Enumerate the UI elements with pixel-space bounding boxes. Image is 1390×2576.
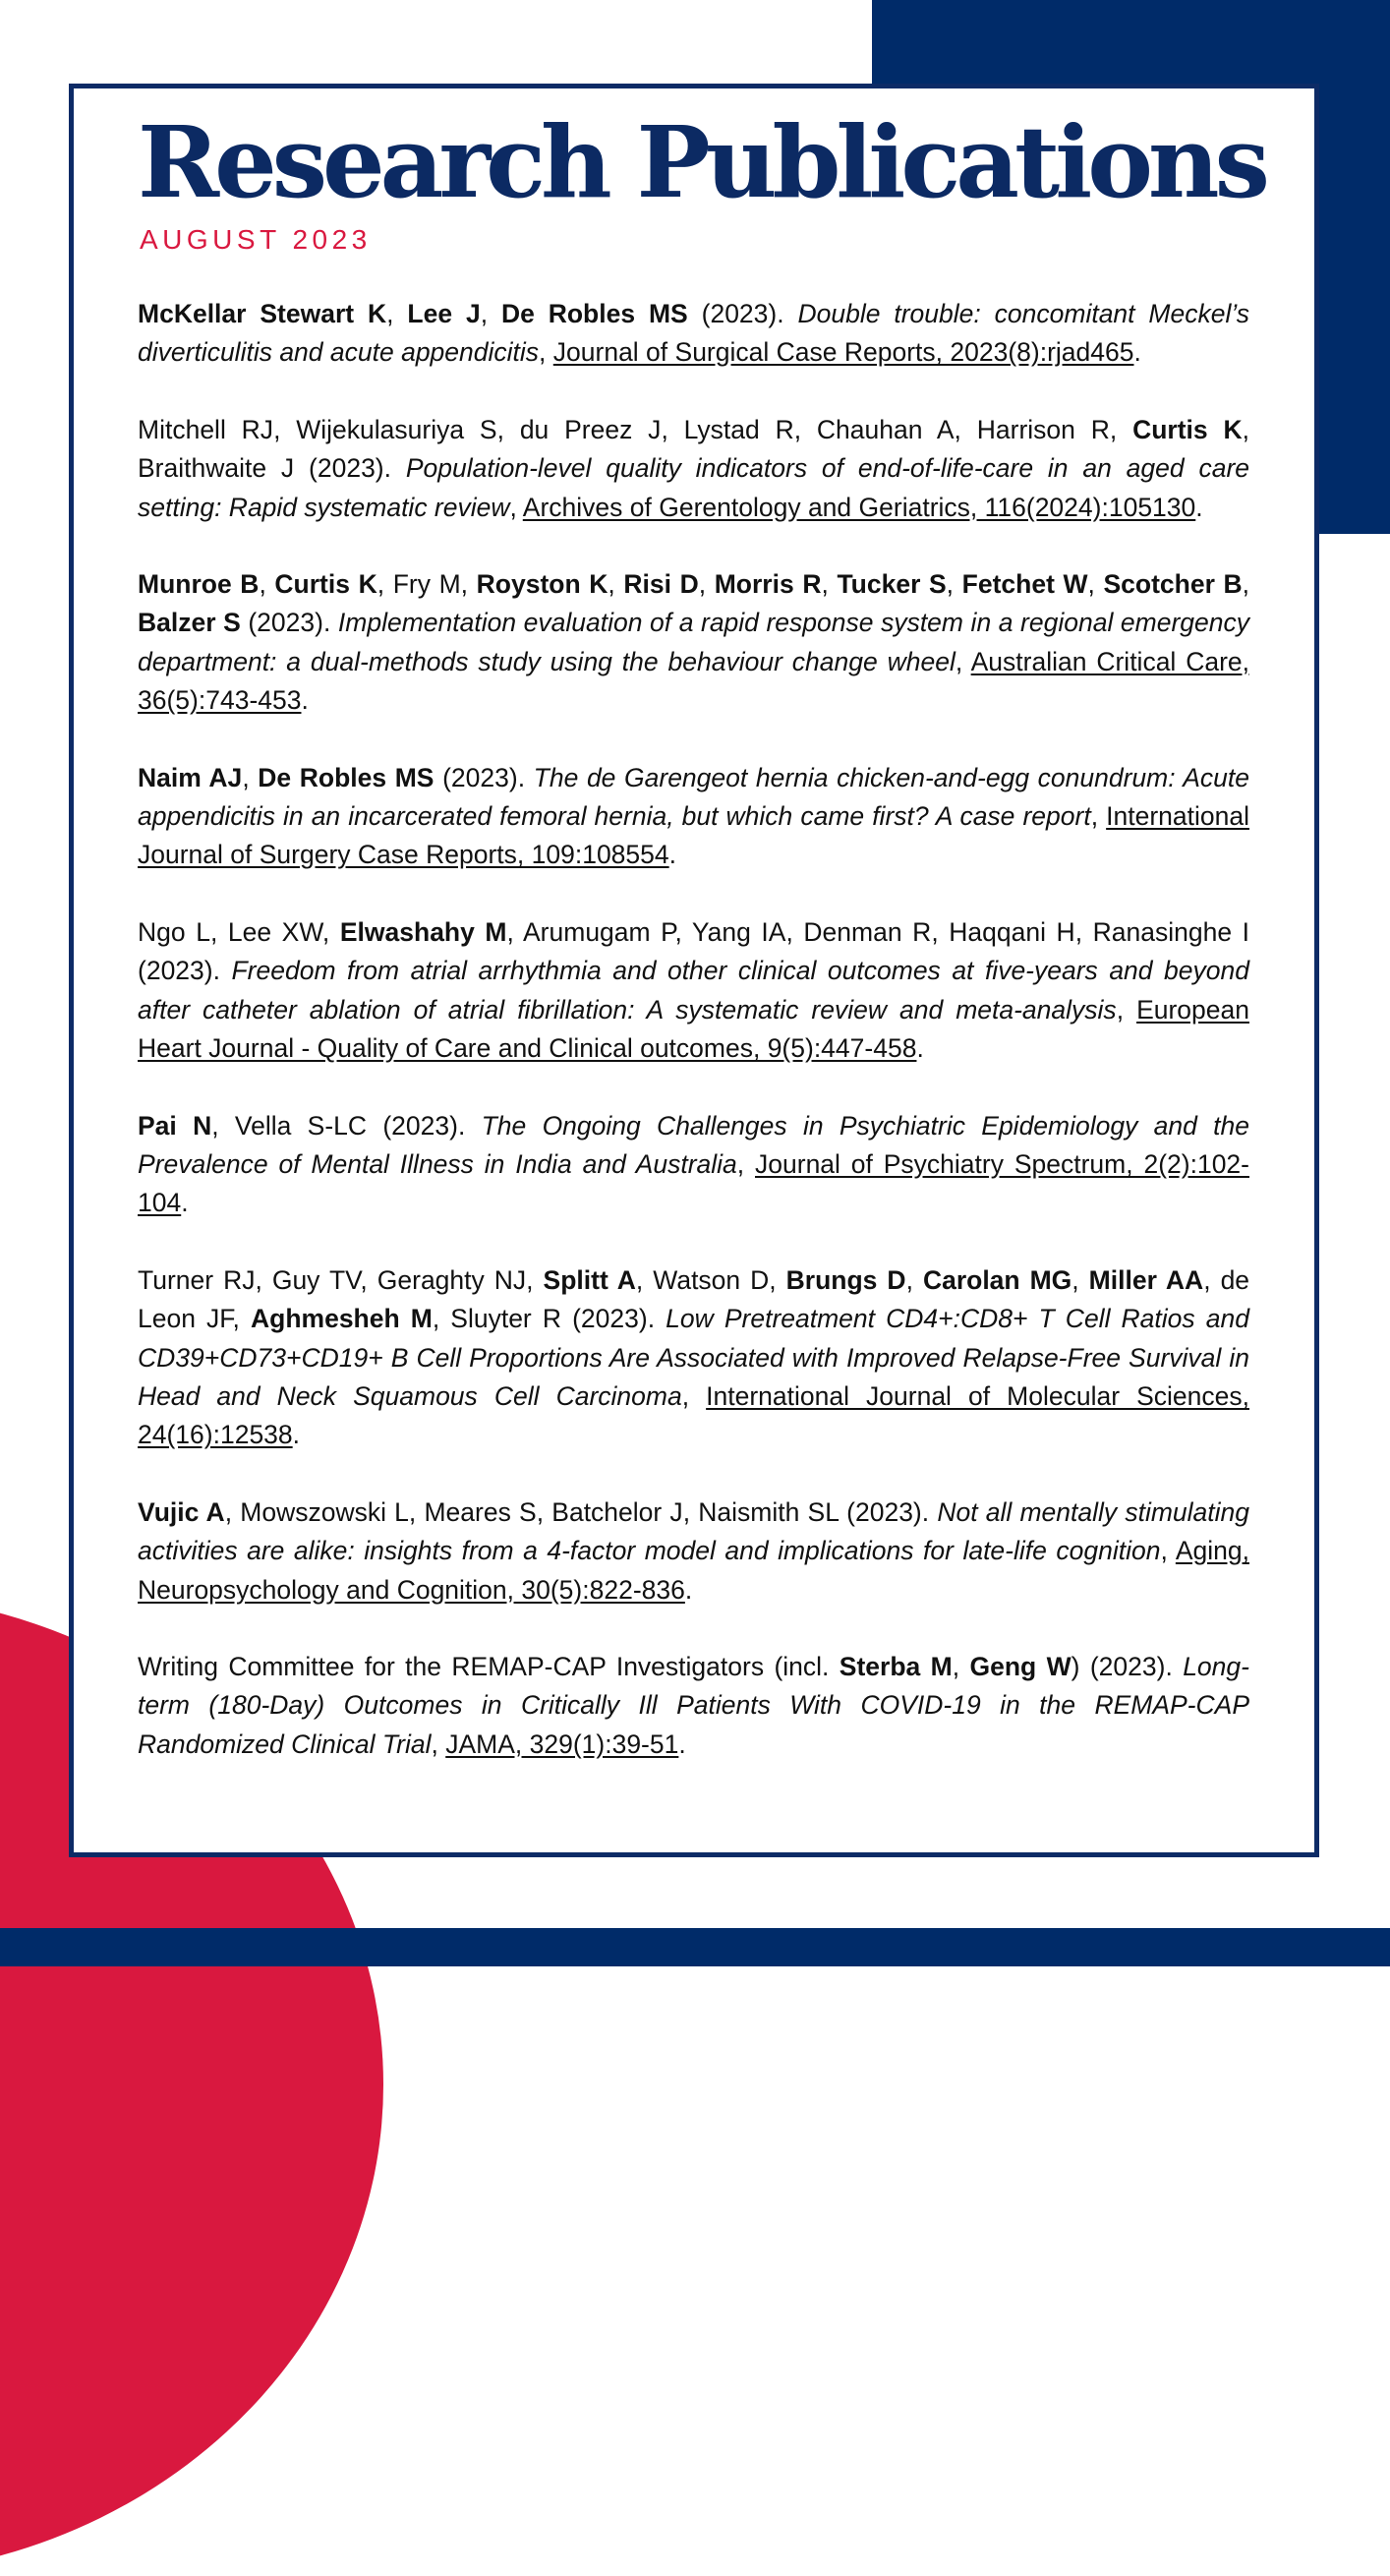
publication-source-link[interactable]: Aging, Neuropsychology and Cognition, 30(5):822-836 [138, 1536, 1249, 1605]
publication-source-link[interactable]: Australian Critical Care, 36(5):743-453 [138, 646, 1249, 716]
publication-author: Curtis K [274, 569, 377, 600]
publication-author: Ngo L [138, 916, 210, 947]
publication-entry: Vujic A, Mowszowski L, Meares S, Batchelor J, Naismith SL (2023). Not all mentally stimulating activities are alike: insights from a 4-factor model and implications for late-life cognition, Aging, Neuropsychology and Cognition, 30(5):822-836. [138, 1496, 1249, 1605]
publication-author: Haqqani H [949, 916, 1075, 947]
publication-author: Sluyter R [450, 1304, 561, 1334]
publication-author: Lee XW [227, 916, 322, 947]
publication-author: De Robles MS [258, 762, 434, 792]
publication-author: Watson D [653, 1264, 770, 1295]
publication-author: Turner RJ [138, 1264, 256, 1295]
publication-year: (2023) [309, 453, 384, 484]
publication-entry: Turner RJ, Guy TV, Geraghty NJ, Splitt A, Watson D, Brungs D, Carolan MG, Miller AA, de Leon JF, Aghmesheh M, Sluyter R (2023). Low Pretreatment CD4+:CD8+ T Cell Ratios and CD39+CD73+CD19+ B Cell Proportions Are Associated with Improved Relapse-Free Survival in Head and Neck Squamous Cell Carcinoma, International Journal of Molecular Sciences, 24(16):12538. [138, 1264, 1250, 1450]
publication-author: Ranasinghe I [1092, 916, 1250, 947]
publication-source-link[interactable]: Archives of Gerentology and Geriatrics, 116(2024):105130 [522, 492, 1196, 522]
publication-author: Vella S-LC [234, 1110, 368, 1141]
publication-author: Chauhan A [816, 414, 955, 444]
publication-author: Denman R [803, 916, 932, 947]
publication-author: Munroe B [138, 569, 260, 600]
publication-year: (2023) [1089, 1651, 1166, 1681]
publication-list [138, 295, 1249, 1802]
publication-entry: Pai N, Vella S-LC (2023). The Ongoing Challenges in Psychiatric Epidemiology and the Prevalence of Mental Illness in India and Australia, Journal of Psychiatry Spectrum, 2(2):102-104. [138, 1110, 1249, 1218]
publication-author: Aghmesheh M [251, 1304, 433, 1334]
publication-author: Balzer S [138, 608, 241, 638]
publication-year: (2023) [701, 299, 778, 328]
publication-year: (2023) [382, 1110, 458, 1141]
publication-title: The Ongoing Challenges in Psychiatric Epidemiology and the Prevalence of Mental Illness in India and Australia [138, 1110, 1249, 1179]
publication-source-link[interactable]: International Journal of Molecular Sciences, 24(16):12538 [138, 1380, 1249, 1450]
publication-entry: Ngo L, Lee XW, Elwashahy M, Arumugam P, Yang IA, Denman R, Haqqani H, Ranasinghe I (2023). Freedom from atrial arrhythmia and other clinical outcomes at five-years and beyond after catheter ablation of atrial fibrillation: A systematic review and meta-analysis, European Heart Journal - Quality of Care and Clinical outcomes, 9(5):447-458. [138, 916, 1250, 1064]
publication-author: Batchelor J [551, 1496, 683, 1527]
publication-author: Mitchell RJ [138, 414, 274, 444]
publication-title: Double trouble: concomitant Meckel’s diverticulitis and acute appendicitis [138, 299, 1250, 368]
publication-title: Freedom from atrial arrhythmia and other clinical outcomes at five-years and beyond after catheter ablation of atrial fibrillation: A systematic review and meta-analysis [138, 956, 1249, 1025]
publication-author: Writing Committee for the REMAP-CAP Investigators (incl. [138, 1651, 830, 1681]
publication-author: Mowszowski L [240, 1496, 409, 1527]
publication-author: Meares S [424, 1496, 537, 1527]
publication-year: (2023) [138, 956, 213, 986]
publication-source-link[interactable]: International Journal of Surgery Case Reports, 109:108554 [138, 801, 1249, 870]
publication-year: (2023) [442, 762, 518, 792]
publication-author: Sterba M [839, 1651, 953, 1681]
publication-author: Splitt A [543, 1264, 636, 1295]
publication-author: Harrison R [976, 414, 1110, 444]
publication-author: Royston K [476, 569, 608, 600]
publication-author: Arumugam P [523, 916, 675, 947]
publication-author: Wijekulasuriya S [296, 414, 497, 444]
publication-author: Miller AA [1088, 1264, 1204, 1295]
publication-author: McKellar Stewart K [138, 299, 387, 328]
publication-year: (2023) [248, 608, 323, 638]
publication-entry: Writing Committee for the REMAP-CAP Investigators (incl. Sterba M, Geng W) (2023). Long-term (180-Day) Outcomes in Critically Ill Patients With COVID-19 in the REMAP-CAP Randomized Clinical Trial, JAMA, 329(1):39-51. [138, 1651, 1249, 1759]
publication-author: De Robles MS [500, 299, 688, 328]
publication-source-link[interactable]: Journal of Psychiatry Spectrum, 2(2):102-104 [138, 1148, 1249, 1218]
publication-year: (2023) [846, 1496, 922, 1527]
publication-source-link[interactable]: Journal of Surgical Case Reports, 2023(8):rjad465 [552, 337, 1134, 368]
publication-author: Geng W [969, 1651, 1071, 1681]
page-title: Research Publications [138, 104, 1265, 220]
publication-author: Elwashahy M [339, 916, 507, 947]
publication-author: Fry M [392, 569, 461, 600]
publication-entry: Munroe B, Curtis K, Fry M, Royston K, Risi D, Morris R, Tucker S, Fetchet W, Scotcher B, Balzer S (2023). Implementation evaluation of a rapid response system in a regional emergency department: a dual-methods study using the behaviour change wheel, Australian Critical Care, 36(5):743-453. [138, 569, 1250, 716]
publication-title: Long-term (180-Day) Outcomes in Critically Ill Patients With COVID-19 in the REMAP-CAP Randomized Clinical Trial [138, 1651, 1249, 1759]
publication-entry: Mitchell RJ, Wijekulasuriya S, du Preez J, Lystad R, Chauhan A, Harrison R, Curtis K, Braithwaite J (2023). Population-level quality indicators of end-of-life-care in an aged care setting: Rapid systematic review, Archives of Gerentology and Geriatrics, 116(2024):105130. [138, 414, 1250, 522]
publication-title: Population-level quality indicators of end-of-life-care in an aged care setting: Rapid systematic review [138, 453, 1250, 522]
publication-entry: McKellar Stewart K, Lee J, De Robles MS (2023). Double trouble: concomitant Meckel’s diverticulitis and acute appendicitis, Journal of Surgical Case Reports, 2023(8):rjad465. [138, 299, 1250, 368]
publication-author: de Leon JF [138, 1264, 1250, 1334]
decorative-navy-bar-bottom [0, 1928, 1390, 1966]
publication-author: Tucker S [837, 569, 947, 600]
publication-source-link[interactable]: JAMA, 329(1):39-51 [445, 1728, 679, 1759]
publication-author: Morris R [714, 569, 822, 600]
publication-author: du Preez J [519, 414, 662, 444]
publication-author: Carolan MG [922, 1264, 1072, 1295]
publication-title: The de Garengeot hernia chicken-and-egg conundrum: Acute appendicitis in an incarcerated femoral hernia, but which came first? A case report [138, 762, 1249, 832]
publication-author: Naismith SL [698, 1496, 839, 1527]
publication-source-link[interactable]: European Heart Journal - Quality of Care and Clinical outcomes, 9(5):447-458 [138, 994, 1249, 1064]
publication-title: Not all mentally stimulating activities are alike: insights from a 4-factor model and implications for late-life cognition [138, 1496, 1249, 1566]
publication-title: Low Pretreatment CD4+:CD8+ T Cell Ratios and CD39+CD73+CD19+ B Cell Proportions Are Associated with Improved Relapse-Free Survival in Head and Neck Squamous Cell Carcinoma [138, 1304, 1249, 1411]
publication-author: Brungs D [785, 1264, 906, 1295]
publication-author: Fetchet W [961, 569, 1088, 600]
publication-author: Lee J [407, 299, 481, 328]
publication-title: Implementation evaluation of a rapid response system in a regional emergency department: a dual-methods study using the behaviour change wheel [138, 608, 1249, 676]
publication-author: Geraghty NJ [376, 1264, 527, 1295]
publication-author: Guy TV [271, 1264, 361, 1295]
publication-author: Vujic A [138, 1496, 225, 1527]
publication-entry: Naim AJ, De Robles MS (2023). The de Garengeot hernia chicken-and-egg conundrum: Acute appendicitis in an incarcerated femoral hernia, but which came first? A case report, International Journal of Surgery Case Reports, 109:108554. [138, 762, 1249, 870]
publication-author: Braithwaite J [138, 453, 295, 484]
publication-author: Pai N [138, 1110, 212, 1141]
publication-author: Curtis K [1132, 414, 1243, 444]
publication-author: Naim AJ [138, 762, 243, 792]
publication-author: Lystad R [683, 414, 794, 444]
page-subtitle: AUGUST 2023 [140, 224, 372, 255]
publication-author: Scotcher B [1103, 569, 1243, 600]
publication-author: Risi D [623, 569, 699, 600]
publication-author: Yang IA [691, 916, 786, 947]
publication-year: (2023) [572, 1304, 648, 1334]
